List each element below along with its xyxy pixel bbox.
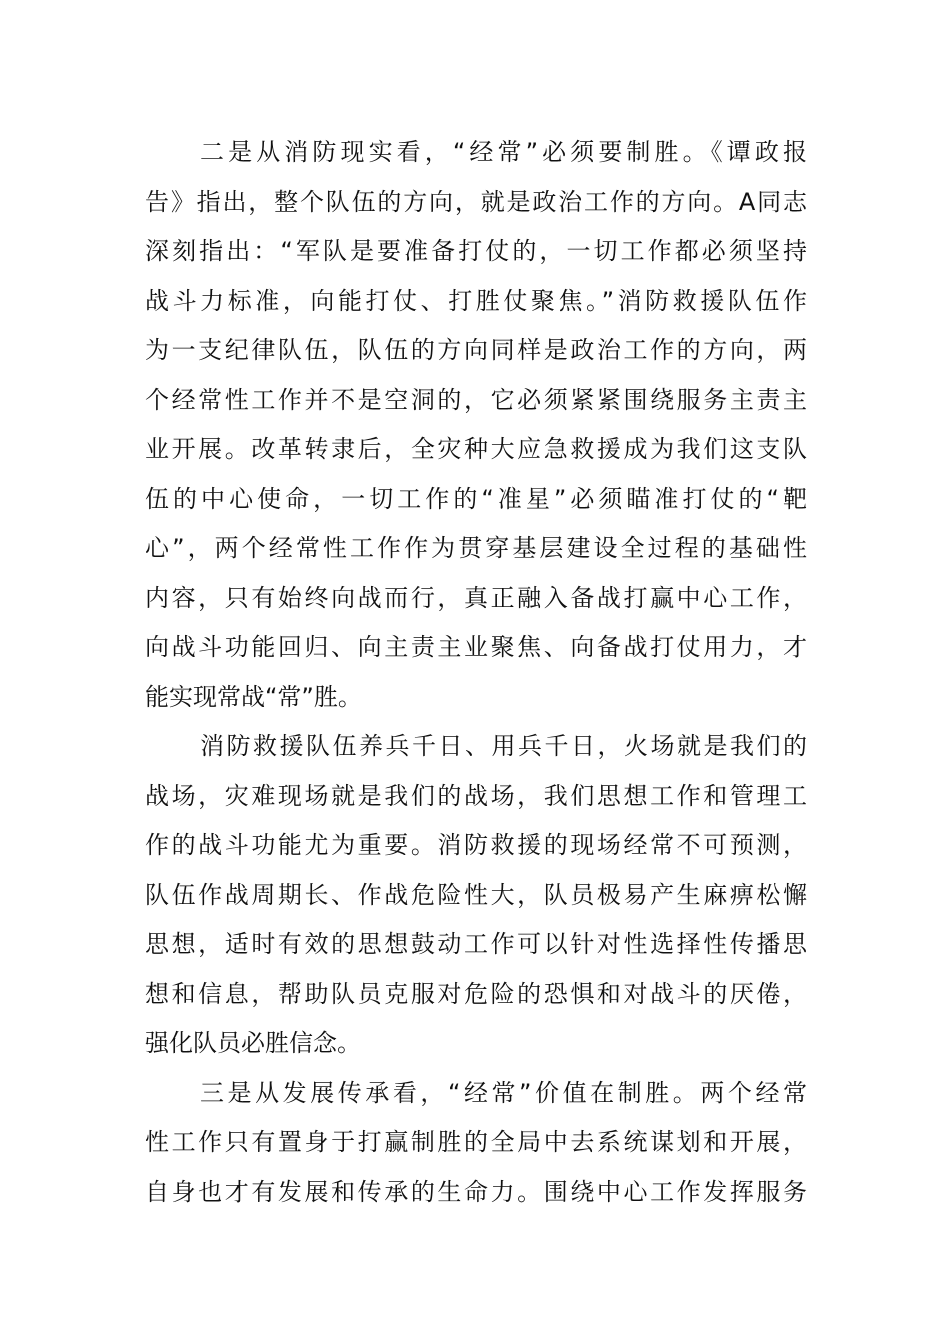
text-line: 为一支纪律队伍，队伍的方向同样是政治工作的方向，两 [145,336,807,364]
text-line: 消防救援队伍养兵千日、用兵千日，火场就是我们的 [200,732,807,760]
text-line: 思想，适时有效的思想鼓动工作可以针对性选择性传播思 [145,930,807,958]
paragraph-2 [145,722,807,1069]
text-line: 伍的中心使命，一切工作的“准星”必须瞄准打仗的“靶 [145,484,807,513]
text-line: 性工作只有置身于打赢制胜的全局中去系统谋划和开展， [145,1128,807,1156]
text-line: 三是从发展传承看，“经常”价值在制胜。两个经常 [200,1078,807,1107]
text-line: 战场，灾难现场就是我们的战场，我们思想工作和管理工 [145,781,807,810]
text-line: 深刻指出：“军队是要准备打仗的，一切工作都必须坚持 [145,237,807,265]
text-line: 二是从消防现实看，“经常”必须要制胜。《谭政报 [200,138,807,166]
text-line: 战斗力标准，向能打仗、打胜仗聚焦。”消防救援队伍作 [145,286,807,315]
text-line: 强化队员必胜信念。 [145,1029,361,1057]
text-line: 队伍作战周期长、作战危险性大，队员极易产生麻痹松懈 [145,880,807,909]
text-line: 能实现常战“常”胜。 [145,682,362,711]
paragraph-3 [145,1069,807,1218]
text-line: 告》指出，整个队伍的方向，就是政治工作的方向。A同志 [145,187,807,216]
text-line: 自身也才有发展和传承的生命力。围绕中心工作发挥服务 [145,1177,807,1206]
text-line: 业开展。改革转隶后，全灾种大应急救援成为我们这支队 [145,435,807,463]
text-line: 个经常性工作并不是空洞的，它必须紧紧围绕服务主责主 [145,385,807,414]
text-line: 作的战斗功能尤为重要。消防救援的现场经常不可预测， [145,831,807,859]
document-body [145,128,807,1217]
text-line: 想和信息，帮助队员克服对危险的恐惧和对战斗的厌倦， [145,979,807,1008]
text-line: 向战斗功能回归、向主责主业聚焦、向备战打仗用力，才 [145,633,807,661]
paragraph-1 [145,128,807,722]
text-line: 内容，只有始终向战而行，真正融入备战打赢中心工作， [145,583,807,612]
text-line: 心”，两个经常性工作作为贯穿基层建设全过程的基础性 [145,534,807,562]
